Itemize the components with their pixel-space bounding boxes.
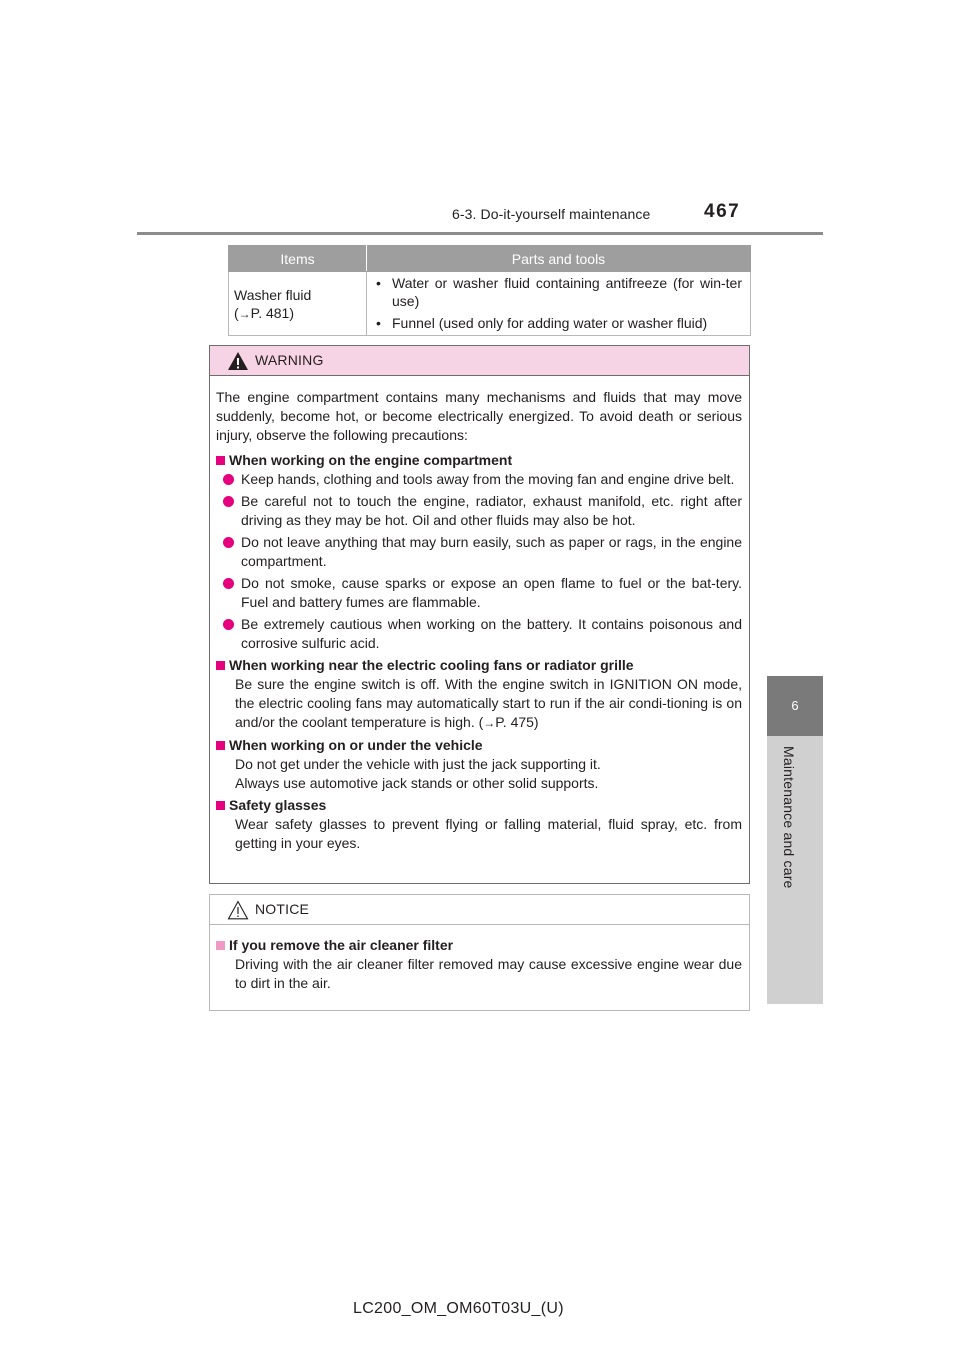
page-reference-link[interactable]: P. 475) xyxy=(495,714,539,730)
notice-header xyxy=(210,895,749,925)
list-item: • Funnel (used only for adding water or washer fluid) xyxy=(375,314,742,332)
square-bullet-icon xyxy=(216,941,225,950)
section-title-text: When working on the engine compartment xyxy=(229,452,513,468)
warning-section-title xyxy=(216,656,742,675)
section-title-text: When working near the electric cooling fans or radiator grille xyxy=(229,657,634,673)
warning-section-title xyxy=(216,796,742,815)
dot-bullet-icon xyxy=(223,496,234,507)
warning-section-title xyxy=(216,736,742,755)
arrow-right-icon: → xyxy=(483,716,496,730)
notice-triangle-icon xyxy=(227,900,249,920)
warning-triangle-icon xyxy=(227,351,249,371)
warning-box xyxy=(209,345,750,884)
chapter-tab xyxy=(767,736,823,1004)
dot-bullet-icon xyxy=(223,474,234,485)
arrow-right-icon: → xyxy=(238,307,251,321)
warning-body xyxy=(210,376,749,853)
warning-intro: The engine compartment contains many mechanisms and fluids that may move suddenly, become hot, or become electrically energized. To avoid death or serious injury, observe the following precautions: xyxy=(216,389,742,443)
square-bullet-icon xyxy=(216,741,225,750)
footer-document-code: LC200_OM_OM60T03U_(U) xyxy=(353,1300,564,1317)
dot-bullet-icon xyxy=(223,578,234,589)
chapter-tab-number: 6 xyxy=(767,676,823,736)
section-text: Do not get under the vehicle with just the jack supporting it. xyxy=(235,756,601,772)
notice-body xyxy=(210,925,749,993)
parts-and-tools-table xyxy=(228,245,751,336)
square-bullet-icon xyxy=(216,801,225,810)
dot-bullet-icon xyxy=(223,537,234,548)
item-page-reference[interactable]: P. 481) xyxy=(250,305,295,321)
bullet-text: Be extremely cautious when working on the battery. It contains poisonous and corrosive sulfuric acid. xyxy=(241,616,742,651)
bullet-text: Do not smoke, cause sparks or expose an open flame to fuel or the bat-tery. Fuel and battery fumes are flammable. xyxy=(241,575,742,610)
section-title-text: Safety glasses xyxy=(229,797,327,813)
warning-header xyxy=(210,346,749,376)
chapter-tab-title: Maintenance and care xyxy=(781,746,797,889)
section-text: Always use automotive jack stands or other solid supports. xyxy=(235,775,599,791)
section-text xyxy=(235,675,742,733)
item-ref-paren: ( xyxy=(234,305,239,321)
section-text-body: Be sure the engine switch is off. With the engine switch in IGNITION ON mode, the electric cooling fans may automatically start to run if the air condi-tioning is on and/or the coolant temperature is high. ( xyxy=(235,676,742,730)
bullet-text: Keep hands, clothing and tools away from the moving fan and engine drive belt. xyxy=(241,471,735,487)
bullet-text: Do not leave anything that may burn easily, such as paper or rags, in the engine compartment. xyxy=(241,534,742,569)
section-title-text: When working on or under the vehicle xyxy=(229,737,483,753)
column-header-items: Items xyxy=(229,246,367,272)
section-text: Driving with the air cleaner filter removed may cause excessive engine wear due to dirt in the air. xyxy=(235,956,742,991)
square-bullet-icon xyxy=(216,456,225,465)
square-bullet-icon xyxy=(216,661,225,670)
notice-box xyxy=(209,894,750,1011)
section-title-text: If you remove the air cleaner filter xyxy=(229,937,454,953)
table-cell-item xyxy=(229,272,367,336)
notice-section-title xyxy=(216,936,742,955)
list-item xyxy=(222,470,742,489)
dot-bullet-icon xyxy=(223,619,234,630)
page-number: 467 xyxy=(704,201,741,222)
column-header-parts: Parts and tools xyxy=(367,246,751,272)
list-item xyxy=(222,492,742,530)
list-item xyxy=(222,574,742,612)
header-rule xyxy=(137,232,823,235)
list-item xyxy=(222,533,742,571)
section-text: Wear safety glasses to prevent flying or falling material, fluid spray, etc. from getting in your eyes. xyxy=(235,816,742,851)
bullet-text: Be careful not to touch the engine, radiator, exhaust manifold, etc. right after driving as they may be hot. Oil and other fluids may also be hot. xyxy=(241,493,742,528)
list-item: • Water or washer fluid containing antifreeze (for win-ter use) xyxy=(375,274,742,310)
list-item xyxy=(222,615,742,653)
warning-section-title xyxy=(216,451,742,470)
notice-label: NOTICE xyxy=(255,901,310,917)
table-header-row xyxy=(229,246,751,272)
table-cell-parts xyxy=(367,272,751,336)
header-section-title: 6-3. Do-it-yourself maintenance xyxy=(452,206,651,222)
parts-list xyxy=(375,274,742,332)
item-name: Washer fluid xyxy=(234,287,312,303)
table-row xyxy=(229,272,751,336)
warning-label: WARNING xyxy=(255,352,324,368)
